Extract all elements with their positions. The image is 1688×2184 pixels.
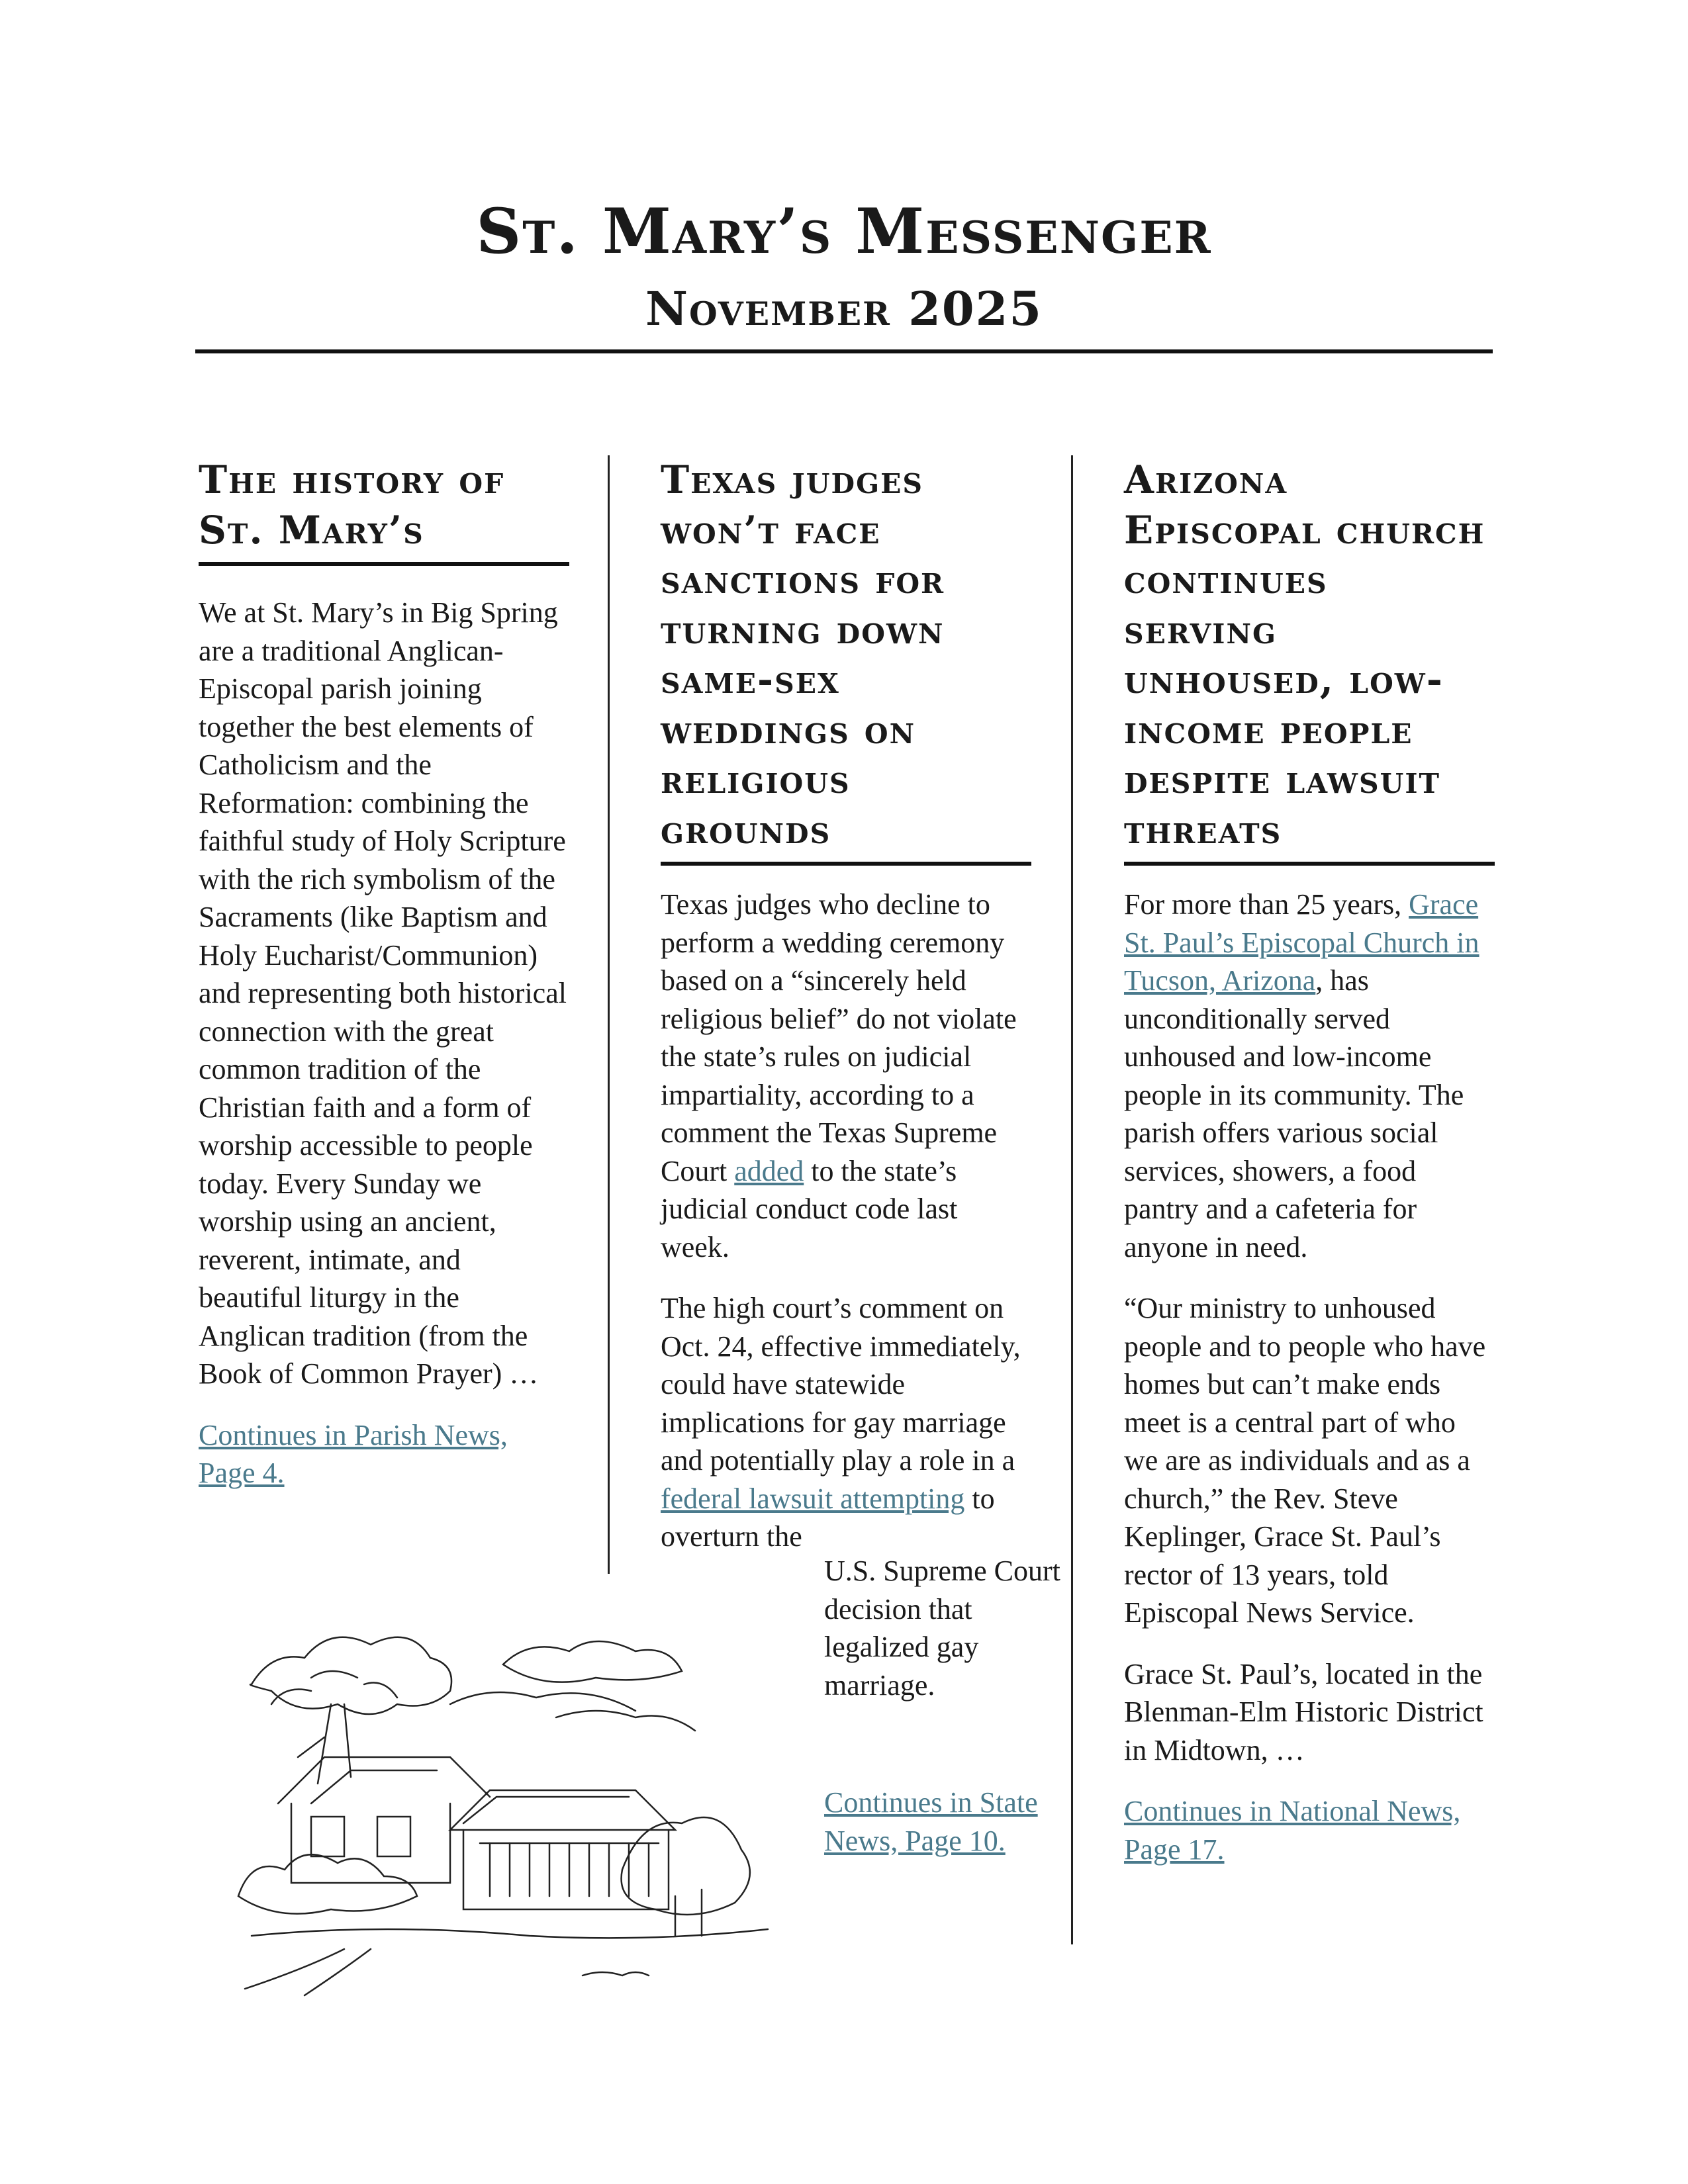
paragraph-text: The high court’s comment on Oct. 24, effective immediately, could have statewide implications for gay marriage and potentially play a role in a	[661, 1292, 1021, 1477]
paragraph-text: to overturn the	[661, 1482, 995, 1553]
article-paragraph	[1124, 886, 1495, 1266]
paragraph-text: , has unconditionally served unhoused and low-income people in its community. The parish offers various social services, showers, a food pantry and a cafeteria for anyone in need.	[1124, 964, 1464, 1263]
grace-st-pauls-link[interactable]: Grace St. Paul’s Episcopal Church in Tucson, Arizona	[1124, 888, 1479, 997]
added-link[interactable]: added	[734, 1154, 804, 1187]
article-texas-judges	[661, 455, 1031, 1556]
article-paragraph: Grace St. Paul’s, located in the Blenman-Elm Historic District in Midtown, …	[1124, 1657, 1483, 1766]
column-divider-right	[1071, 455, 1073, 1944]
article-history	[199, 455, 569, 1492]
federal-lawsuit-link[interactable]: federal lawsuit attempting	[661, 1482, 965, 1515]
column-divider-left	[608, 455, 610, 1574]
paragraph-text: to the state’s judicial conduct code last week.	[661, 1154, 958, 1263]
article-body: We at St. Mary’s in Big Spring are a traditional Anglican-Episcopal parish joining together the best elements of Catholicism and the Reformation: combining the faithful study of Holy Scripture with the rich symbolism of the Sacraments (like Baptism and Holy Eucharist/Communion) and representing both historical connection with the great common tradition of the Christian faith and a form of worship accessible to people today. Every Sunday we worship using an ancient, reverent, intimate, and beautiful liturgy in the Anglican tradition (from the Book of Common Prayer) …	[199, 596, 567, 1390]
continues-link[interactable]: Continues in Parish News, Page 4.	[199, 1418, 508, 1489]
masthead-divider	[195, 349, 1493, 353]
masthead-text	[195, 195, 1493, 337]
continues-link[interactable]: Continues in National News, Page 17.	[1124, 1795, 1461, 1866]
issue-date: November 2025	[645, 281, 1043, 336]
paragraph-text: Texas judges who decline to perform a wedding ceremony based on a “sincerely held religious belief” do not violate the state’s rules on judicial impartiality, according to a comment the Texas Supreme Court	[661, 888, 1017, 1187]
article-arizona-church	[1124, 455, 1495, 1868]
newsletter-title: St. Mary’s Messenger	[476, 195, 1212, 268]
continues-link[interactable]: Continues in State News, Page 10.	[824, 1786, 1038, 1857]
paragraph-text: For more than 25 years,	[1124, 888, 1409, 921]
article-headline: Arizona Episcopal church continues serving unhoused, low-income people despite lawsuit threats	[1124, 455, 1495, 866]
article-paragraph	[661, 886, 1031, 1266]
article-headline: The history of St. Mary’s	[199, 455, 569, 566]
article-headline: Texas judges won’t face sanctions for turning down same-sex weddings on religious grounds	[661, 455, 1031, 866]
article-paragraph	[661, 1289, 1031, 1556]
article-paragraph: “Our ministry to unhoused people and to people who have homes but can’t make ends meet is a central part of who we are as individuals and as a church,” the Rev. Steve Keplinger, Grace St. Paul’s rector of 13 years, told Episcopal News Service.	[1124, 1292, 1486, 1629]
church-sketch-illustration	[212, 1605, 794, 2002]
article-paragraph-wrap: U.S. Supreme Court decision that legalized gay marriage.	[824, 1555, 1060, 1702]
